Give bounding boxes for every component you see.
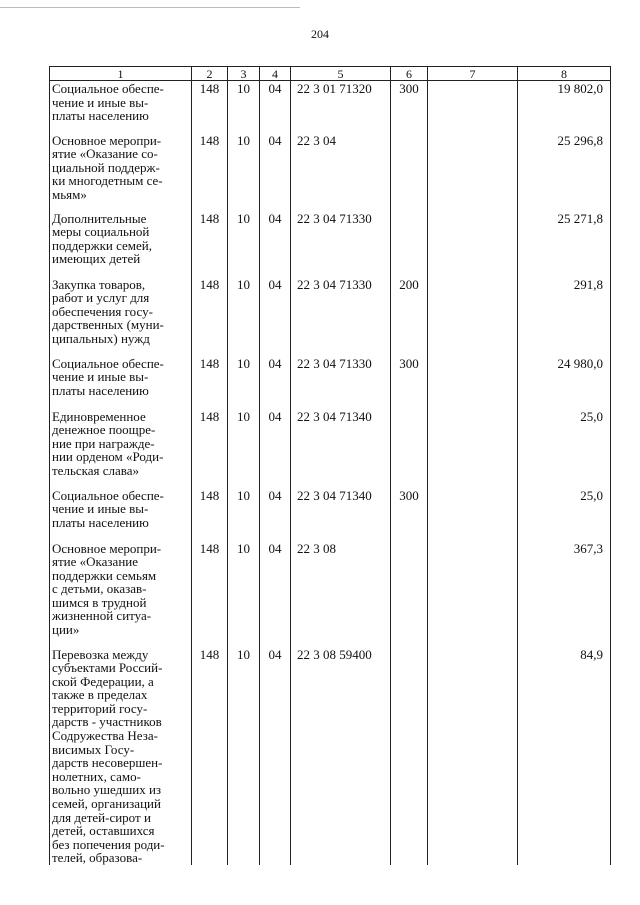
row-col-7 [428,81,518,133]
table-row [50,81,611,133]
row-code-3: 10 [228,356,260,409]
row-expense-type [391,541,428,647]
row-target-code: 22 3 04 71330 [291,277,391,356]
row-name: Перевозка между субъектами Россий- ской Федерации, а также в пределах территорий госу- дарств - участников Содружества Неза- висимых Госу- дарств несовершен- нолетних, само- вольно ушедших из семей, организаций для детей-сирот и детей, оставшихся без попечения роди- телей, образова- [50,647,192,866]
header-col-3: 3 [228,67,260,81]
row-code-3: 10 [228,81,260,133]
row-target-code: 22 3 04 [291,133,391,211]
header-row [50,67,611,81]
table-header [50,67,611,81]
row-name: Социальное обеспе- чение и иные вы- платы населению [50,81,192,133]
row-name: Основное меропри- ятие «Оказание поддержки семьям с детьми, оказав- шимся в трудной жизненной ситуа- ции» [50,541,192,647]
row-col-7 [428,277,518,356]
row-code-2: 148 [192,356,228,409]
row-name: Закупка товаров, работ и услуг для обеспечения госу- дарственных (муни- ципальных) нужд [50,277,192,356]
row-amount: 291,8 [518,277,611,356]
row-code-4: 04 [260,647,291,866]
row-code-2: 148 [192,409,228,488]
row-code-3: 10 [228,488,260,541]
row-col-7 [428,488,518,541]
top-rule [0,7,300,8]
row-name: Единовременное денежное поощре- ние при награжде- нии орденом «Роди- тельская слава» [50,409,192,488]
table-row [50,356,611,409]
table-row [50,133,611,211]
row-amount: 24 980,0 [518,356,611,409]
row-code-2: 148 [192,541,228,647]
row-code-4: 04 [260,81,291,133]
row-amount: 84,9 [518,647,611,866]
row-target-code: 22 3 04 71330 [291,211,391,277]
row-target-code: 22 3 08 [291,541,391,647]
row-col-7 [428,541,518,647]
row-amount: 25 271,8 [518,211,611,277]
row-code-4: 04 [260,488,291,541]
row-name: Дополнительные меры социальной поддержки семей, имеющих детей [50,211,192,277]
row-target-code: 22 3 01 71320 [291,81,391,133]
row-expense-type: 300 [391,488,428,541]
row-code-4: 04 [260,409,291,488]
table-body [50,81,611,866]
row-code-3: 10 [228,647,260,866]
row-expense-type: 200 [391,277,428,356]
row-col-7 [428,133,518,211]
row-code-2: 148 [192,133,228,211]
row-code-4: 04 [260,133,291,211]
row-col-7 [428,356,518,409]
header-col-2: 2 [192,67,228,81]
row-code-4: 04 [260,211,291,277]
header-col-4: 4 [260,67,291,81]
row-col-7 [428,647,518,866]
header-col-1: 1 [50,67,192,81]
table-row [50,409,611,488]
row-code-3: 10 [228,409,260,488]
row-name: Основное меропри- ятие «Оказание со- циальной поддерж- ки многодетным се- мьям» [50,133,192,211]
budget-table [49,66,611,865]
table-row [50,647,611,866]
row-expense-type [391,647,428,866]
page-number: 204 [311,27,329,41]
row-code-3: 10 [228,541,260,647]
header-col-5: 5 [291,67,391,81]
row-target-code: 22 3 04 71340 [291,488,391,541]
row-code-3: 10 [228,211,260,277]
row-col-7 [428,409,518,488]
row-expense-type: 300 [391,356,428,409]
table-row [50,277,611,356]
row-code-4: 04 [260,356,291,409]
row-col-7 [428,211,518,277]
row-expense-type [391,133,428,211]
row-code-2: 148 [192,81,228,133]
row-target-code: 22 3 08 59400 [291,647,391,866]
row-code-3: 10 [228,277,260,356]
row-code-2: 148 [192,647,228,866]
row-target-code: 22 3 04 71340 [291,409,391,488]
row-code-2: 148 [192,277,228,356]
header-col-6: 6 [391,67,428,81]
row-name: Социальное обеспе- чение и иные вы- платы населению [50,356,192,409]
row-code-3: 10 [228,133,260,211]
row-code-4: 04 [260,277,291,356]
row-expense-type [391,409,428,488]
row-target-code: 22 3 04 71330 [291,356,391,409]
row-amount: 25,0 [518,409,611,488]
row-code-2: 148 [192,211,228,277]
table-row [50,541,611,647]
row-name: Социальное обеспе- чение и иные вы- платы населению [50,488,192,541]
row-amount: 25,0 [518,488,611,541]
header-col-8: 8 [518,67,611,81]
row-amount: 367,3 [518,541,611,647]
row-code-4: 04 [260,541,291,647]
row-expense-type: 300 [391,81,428,133]
row-amount: 25 296,8 [518,133,611,211]
table-row [50,488,611,541]
row-amount: 19 802,0 [518,81,611,133]
row-expense-type [391,211,428,277]
row-code-2: 148 [192,488,228,541]
table-row [50,211,611,277]
header-col-7: 7 [428,67,518,81]
